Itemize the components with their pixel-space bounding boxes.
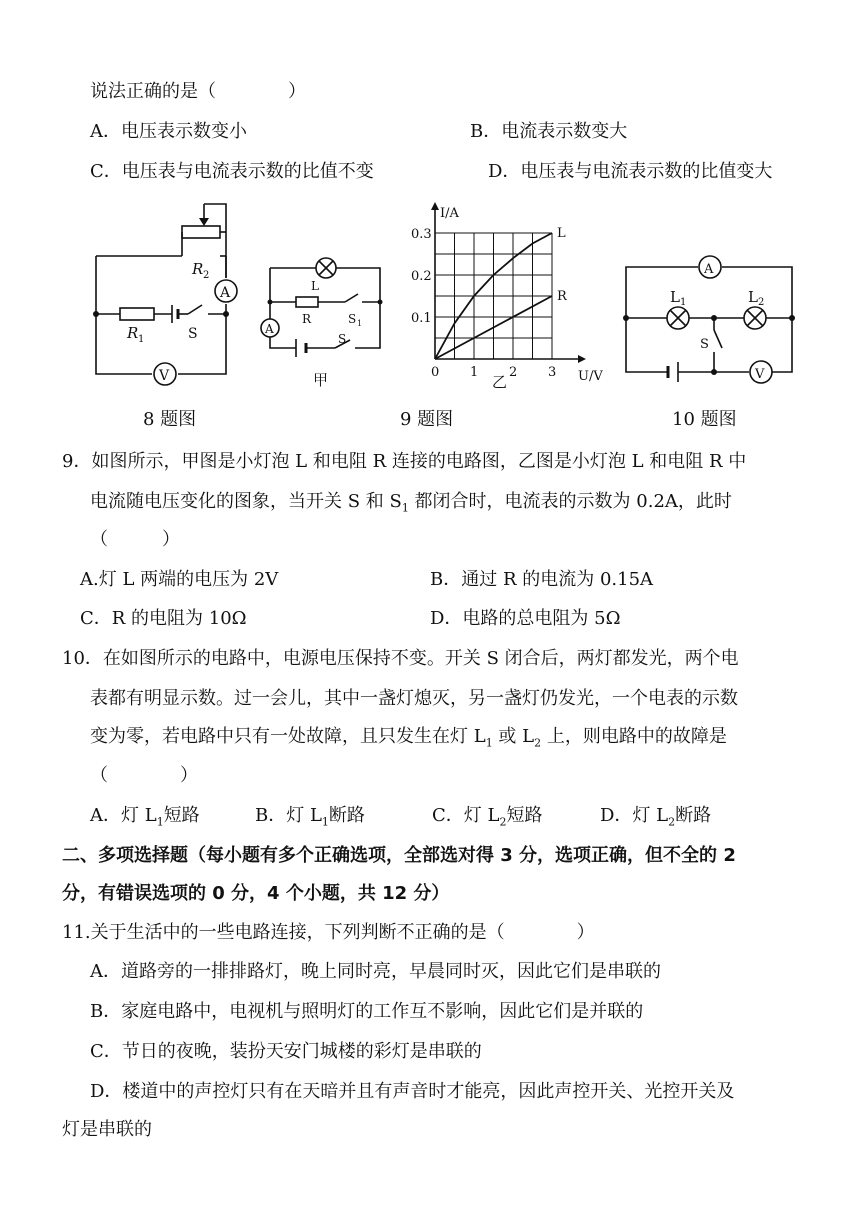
fig9-s-label: S (338, 332, 347, 346)
q9-line2 (90, 490, 732, 521)
y-tick-label: 0.3 (411, 227, 432, 242)
series-L-label: L (557, 226, 566, 241)
q11-option-d-line2: 灯是串联的 (62, 1119, 152, 1140)
q9-line2-b: 都闭合时，电流表的示数为 0.2A，此时 (408, 491, 732, 512)
fig10-l1-sub: 1 (680, 297, 687, 308)
q8-option-d: D．电压表与电流表示数的比值变大 (488, 161, 773, 182)
x-tick-label: 1 (470, 365, 479, 380)
fig9-yi-caption: 乙 (492, 373, 508, 391)
q10-line2: 表都有明显示数。过一会儿，其中一盏灯熄灭，另一盏灯仍发光，一个电表的示数 (90, 688, 738, 709)
y-axis-label: I/A (440, 206, 459, 221)
q10-d-pre: D．灯 L (600, 805, 669, 826)
x-tick-label: 3 (548, 365, 557, 380)
q10-c-sub: 2 (499, 815, 507, 829)
section2-heading-line2: 分，有错误选项的 0 分，4 个小题，共 12 分） (62, 883, 450, 904)
q9-paren: （ ） (90, 529, 180, 550)
fig8-voltmeter-label: V (159, 368, 170, 384)
fig10-l2-label: L (748, 288, 758, 306)
fig8-switch-label: S (188, 326, 198, 342)
fig10-ammeter-label: A (704, 262, 714, 277)
fig8-r2-sub: 2 (203, 270, 210, 281)
x-tick-label: 2 (509, 365, 518, 380)
q10-option-d (600, 804, 711, 835)
q9-line1: 9．如图所示，甲图是小灯泡 L 和电阻 R 连接的电路图，乙图是小灯泡 L 和电阻 R 中 (62, 451, 747, 472)
fig8-ammeter-label: A (220, 285, 231, 301)
fig9-ammeter-label: A (265, 322, 274, 336)
q10-line1: 10．在如图所示的电路中，电源电压保持不变。开关 S 闭合后，两灯都发光，两个电 (62, 648, 739, 669)
q10-a-pre: A．灯 L (90, 805, 157, 826)
fig9-resistor-label: R (302, 312, 312, 326)
y-tick-label: 0.2 (411, 269, 432, 284)
q10-line3-sub1: 1 (485, 736, 493, 750)
q10-line3-sub2: 2 (534, 736, 542, 750)
fig10-switch (714, 330, 722, 348)
q9-option-c: C．R 的电阻为 10Ω (80, 608, 247, 629)
q10-line3 (90, 725, 727, 756)
fig10-voltmeter-label: V (755, 367, 765, 382)
q10-d-post: 断路 (675, 805, 712, 826)
q10-b-sub: 1 (321, 815, 329, 829)
x-axis-label: U/V (578, 369, 603, 384)
q10-line3-c: 上，则电路中的故障是 (541, 726, 727, 747)
q9-line2-a: 电流随电压变化的图象，当开关 S 和 S (90, 491, 402, 512)
fig9-lamp-label: L (311, 279, 319, 293)
fig10-l1-label: L (670, 288, 680, 306)
q9-option-b: B．通过 R 的电流为 0.15A (430, 569, 654, 590)
q10-c-pre: C．灯 L (432, 805, 500, 826)
q10-option-a (90, 804, 200, 835)
fig9-jia-caption: 甲 (313, 371, 329, 389)
fig10-l2-sub: 2 (758, 297, 765, 308)
q10-line3-a: 变为零，若电路中只有一处故障，且只发生在灯 L (90, 726, 486, 747)
q11-option-c: C．节日的夜晚，装扮天安门城楼的彩灯是串联的 (90, 1041, 482, 1062)
fig8-r1-label: R (127, 324, 139, 342)
q10-paren: （ ） (90, 765, 198, 786)
q8-option-a: A．电压表示数变小 (90, 121, 247, 142)
fig8-r2-label: R (192, 260, 204, 278)
fig9-s1-label: S (348, 312, 357, 326)
q11-option-a: A．道路旁的一排排路灯，晚上同时亮，早晨同时灭，因此它们是串联的 (90, 961, 661, 982)
q10-a-sub: 1 (156, 815, 164, 829)
q10-a-post: 短路 (163, 805, 200, 826)
q11-option-d-line1: D．楼道中的声控灯只有在天暗并且有声音时才能亮，因此声控开关、光控开关及 (90, 1081, 735, 1102)
series-R-label: R (557, 289, 567, 304)
fig10-circuit (0, 0, 867, 420)
q8-option-b: B．电流表示数变大 (470, 121, 628, 142)
q10-option-b (255, 804, 365, 835)
y-tick-label: 0.1 (411, 311, 432, 326)
fig10-caption: 10 题图 (672, 409, 737, 430)
q10-option-c (432, 804, 542, 835)
fig9-caption: 9 题图 (400, 409, 454, 430)
q9-option-a: A.灯 L 两端的电压为 2V (80, 569, 279, 590)
q11-stem: 11.关于生活中的一些电路连接，下列判断不正确的是（ ） (62, 922, 595, 943)
fig10-switch-label: S (700, 337, 709, 352)
fig8-caption: 8 题图 (143, 409, 197, 430)
q10-c-post: 短路 (506, 805, 543, 826)
fig8-r1-sub: 1 (138, 334, 145, 345)
q9-option-d: D．电路的总电阻为 5Ω (430, 608, 621, 629)
q8-option-c: C．电压表与电流表示数的比值不变 (90, 161, 374, 182)
q10-b-post: 断路 (328, 805, 365, 826)
section2-heading-line1: 二、多项选择题（每小题有多个正确选项，全部选对得 3 分，选项正确，但不全的 2 (62, 845, 736, 866)
q10-b-pre: B．灯 L (255, 805, 322, 826)
q9-line2-sub: 1 (401, 501, 409, 515)
x-tick-label: 0 (431, 365, 440, 380)
fig9-s1-sub: 1 (357, 319, 363, 328)
q10-d-sub: 2 (668, 815, 676, 829)
q10-line3-b: 或 L (492, 726, 535, 747)
q11-option-b: B．家庭电路中，电视机与照明灯的工作互不影响，因此它们是并联的 (90, 1001, 644, 1022)
q8-stem-end: 说法正确的是（ ） (90, 81, 306, 102)
